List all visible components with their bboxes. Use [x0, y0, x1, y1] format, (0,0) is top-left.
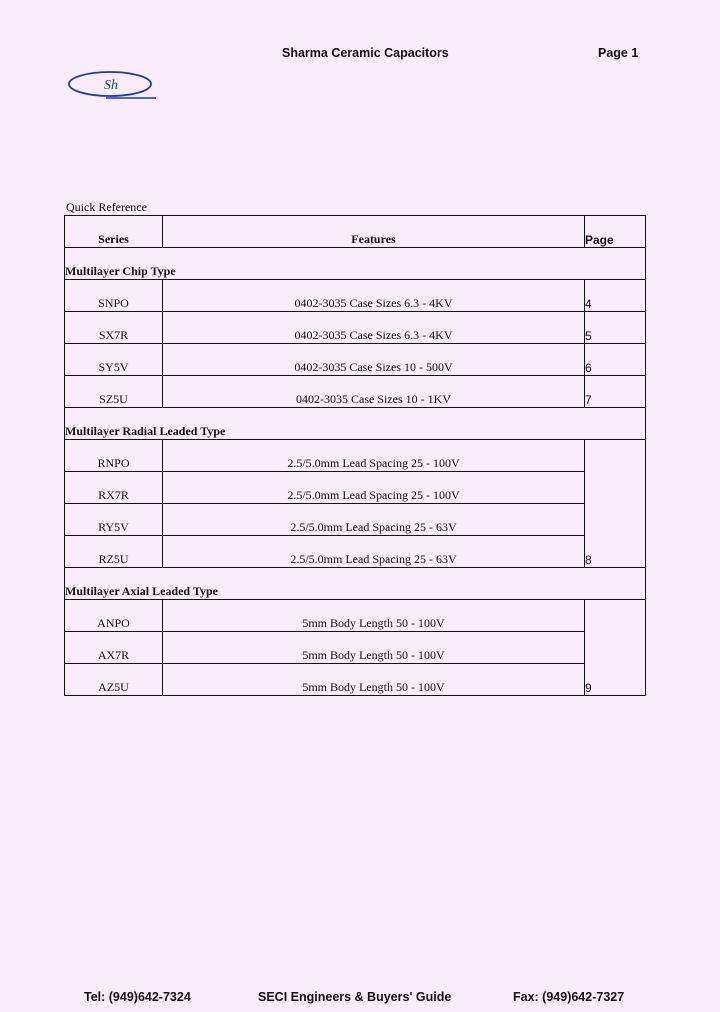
page-cell: 6: [585, 344, 646, 376]
series-cell: RZ5U: [65, 536, 163, 568]
table-row: [65, 504, 646, 536]
section-title-chip: Multilayer Chip Type: [65, 248, 646, 280]
table-row: [65, 664, 646, 696]
section-title-radial: Multilayer Radial Leaded Type: [65, 408, 646, 440]
table-row: [65, 280, 646, 312]
series-cell: RX7R: [65, 472, 163, 504]
quick-reference-table: [64, 215, 646, 696]
features-cell: 2.5/5.0mm Lead Spacing 25 - 63V: [163, 504, 585, 536]
page-cell: 7: [585, 376, 646, 408]
features-cell: 0402-3035 Case Sizes 6.3 - 4KV: [163, 312, 585, 344]
document-title: Sharma Ceramic Capacitors: [282, 46, 449, 60]
section-row: [65, 248, 646, 280]
footer-fax: Fax: (949)642-7327: [513, 990, 625, 1004]
series-cell: SX7R: [65, 312, 163, 344]
table-row: [65, 600, 646, 632]
features-cell: 5mm Body Length 50 - 100V: [163, 632, 585, 664]
page-cell: 5: [585, 312, 646, 344]
column-header-page: Page: [585, 216, 646, 248]
company-logo: [66, 68, 160, 104]
features-cell: 2.5/5.0mm Lead Spacing 25 - 63V: [163, 536, 585, 568]
page-cell: 4: [585, 280, 646, 312]
table-row: [65, 536, 646, 568]
series-cell: ANPO: [65, 600, 163, 632]
logo-mark: [66, 68, 160, 104]
table-row: [65, 312, 646, 344]
series-cell: SZ5U: [65, 376, 163, 408]
table-row: [65, 344, 646, 376]
footer-telephone: Tel: (949)642-7324: [84, 990, 191, 1004]
column-header-series: Series: [65, 216, 163, 248]
series-cell: RY5V: [65, 504, 163, 536]
table-row: [65, 632, 646, 664]
series-cell: SY5V: [65, 344, 163, 376]
table-row: [65, 472, 646, 504]
table-row: [65, 376, 646, 408]
series-cell: AX7R: [65, 632, 163, 664]
features-cell: 0402-3035 Case Sizes 10 - 500V: [163, 344, 585, 376]
quick-reference-label: Quick Reference: [66, 200, 147, 214]
features-cell: 5mm Body Length 50 - 100V: [163, 664, 585, 696]
section-row: [65, 408, 646, 440]
footer-guide-title: SECI Engineers & Buyers' Guide: [258, 990, 452, 1004]
features-cell: 0402-3035 Case Sizes 10 - 1KV: [163, 376, 585, 408]
series-cell: AZ5U: [65, 664, 163, 696]
column-header-features: Features: [163, 216, 585, 248]
series-cell: RNPO: [65, 440, 163, 472]
page-number: Page 1: [598, 46, 639, 60]
series-cell: SNPO: [65, 280, 163, 312]
table-row: [65, 440, 646, 472]
features-cell: 2.5/5.0mm Lead Spacing 25 - 100V: [163, 472, 585, 504]
section-row: [65, 568, 646, 600]
section-title-axial: Multilayer Axial Leaded Type: [65, 568, 646, 600]
logo-text: Sh: [104, 78, 118, 93]
features-cell: 5mm Body Length 50 - 100V: [163, 600, 585, 632]
features-cell: 2.5/5.0mm Lead Spacing 25 - 100V: [163, 440, 585, 472]
table-header-row: [65, 216, 646, 248]
page-cell: 9: [585, 600, 646, 696]
features-cell: 0402-3035 Case Sizes 6.3 - 4KV: [163, 280, 585, 312]
page-cell: 8: [585, 440, 646, 568]
